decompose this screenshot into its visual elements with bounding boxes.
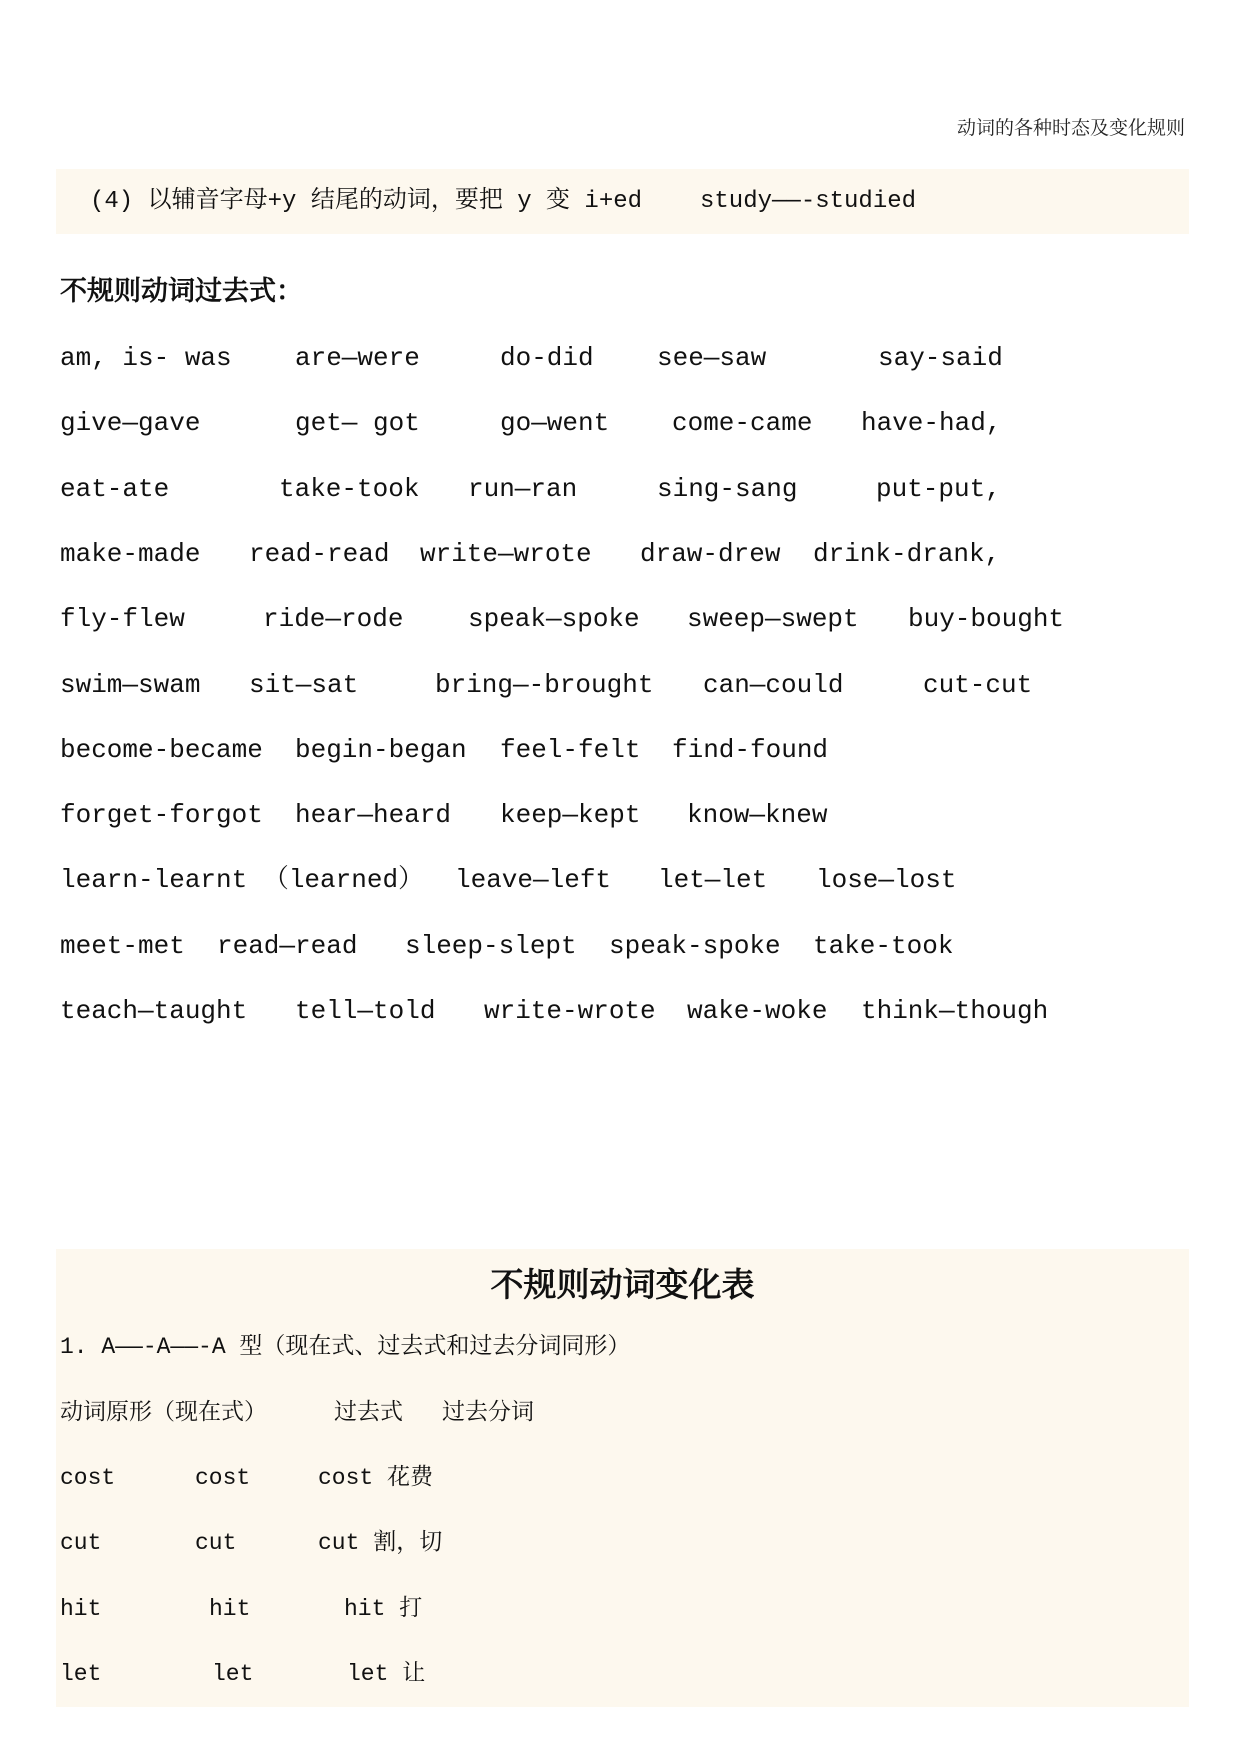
verb-pair: give—gave <box>60 408 201 439</box>
verb-pair: drink-drank, <box>813 538 1001 569</box>
verb-pair: find-found <box>672 734 829 765</box>
verb-pair: cut-cut <box>923 669 1033 700</box>
verb-pair: meet-met <box>60 930 185 961</box>
verb-pair: feel-felt <box>500 734 641 765</box>
table-cell: cost <box>60 1465 116 1491</box>
verb-table <box>0 1463 1133 1703</box>
table-row <box>0 1594 1133 1624</box>
verb-pair: ride—rode <box>263 604 404 635</box>
verb-line <box>0 865 1241 895</box>
verb-pair: think—though <box>861 996 1049 1026</box>
table-cell: hit <box>209 1595 251 1622</box>
table-cell: cut 割，切 <box>318 1530 443 1557</box>
table-row <box>0 1659 1133 1689</box>
verb-pair: become-became <box>60 734 263 765</box>
verb-pair: sleep-slept <box>405 930 577 961</box>
page-header-title: 动词的各种时态及变化规则 <box>956 117 1185 139</box>
verb-pair: lose—lost <box>816 865 957 896</box>
table-cell: hit <box>60 1595 102 1622</box>
irregular-verb-table-section <box>56 1249 1189 1707</box>
verb-pair: read-read <box>249 538 390 569</box>
table-cell: let 让 <box>347 1660 426 1687</box>
column-header: 动词原形（现在式） <box>60 1399 267 1425</box>
verb-pair: make-made <box>60 538 201 569</box>
verb-pair: get— got <box>295 408 420 439</box>
verb-pair: write—wrote <box>420 538 592 569</box>
verb-pair: are—were <box>295 343 420 373</box>
verb-pair: swim—swam <box>60 669 201 700</box>
verb-pair: see—saw <box>657 343 767 373</box>
table-cell: let <box>60 1660 102 1687</box>
verb-pair: sing-sang <box>657 473 798 504</box>
verb-line <box>0 800 1241 830</box>
verb-pair: am, is- was <box>60 343 232 373</box>
table-row <box>0 1528 1133 1558</box>
verb-pair: take-took <box>279 473 420 504</box>
verb-pair: let—let <box>658 865 768 896</box>
verb-pair: have-had, <box>861 408 1002 439</box>
verb-line <box>0 996 1241 1026</box>
verb-line <box>0 474 1241 504</box>
verb-pair: eat-ate <box>60 473 170 504</box>
group-heading: 1. A——-A——-A 型（现在式、过去式和过去分词同形） <box>60 1334 631 1360</box>
verb-pair: tell—told <box>295 996 436 1026</box>
column-header: 过去分词 <box>442 1399 534 1425</box>
verb-pair: leave—left <box>455 865 612 896</box>
rule-box <box>56 169 1189 234</box>
verb-pair: put-put, <box>876 473 1001 504</box>
verb-line <box>0 539 1241 569</box>
verb-pair: hear—heard <box>295 800 452 831</box>
table-row <box>0 1463 1133 1493</box>
verb-pair: can—could <box>703 669 844 700</box>
column-headers <box>0 1397 1133 1427</box>
verb-pair: speak-spoke <box>609 930 781 961</box>
verb-line <box>0 343 1241 373</box>
verb-line <box>0 735 1241 765</box>
verb-line <box>0 931 1241 961</box>
irregular-verb-list <box>0 343 1241 1043</box>
table-cell: let <box>212 1660 254 1687</box>
verb-pair: bring—-brought <box>435 669 654 700</box>
irregular-past-heading: 不规则动词过去式： <box>60 276 303 307</box>
verb-pair: keep—kept <box>500 800 641 831</box>
verb-pair: run—ran <box>468 473 578 504</box>
table-cell: cost 花费 <box>318 1465 434 1491</box>
verb-pair: come-came <box>672 408 813 439</box>
verb-pair: fly-flew <box>60 604 185 635</box>
verb-pair: speak—spoke <box>468 604 640 635</box>
verb-pair: take-took <box>813 930 954 961</box>
verb-pair: sit—sat <box>249 669 359 700</box>
verb-pair: forget-forgot <box>60 800 263 831</box>
table-cell: cut <box>195 1530 237 1557</box>
column-header: 过去式 <box>334 1399 403 1425</box>
verb-pair: draw-drew <box>640 538 781 569</box>
verb-pair: do-did <box>500 343 594 373</box>
verb-pair: learn-learnt （learned） <box>60 865 425 896</box>
table-title: 不规则动词变化表 <box>490 1265 755 1304</box>
table-cell: cut <box>60 1530 102 1557</box>
verb-line <box>0 408 1241 438</box>
verb-line <box>0 670 1241 700</box>
verb-pair: go—went <box>500 408 610 439</box>
verb-pair: read—read <box>217 930 358 961</box>
rule-text: (4) 以辅音字母+y 结尾的动词，要把 y 变 i+ed <box>90 188 643 215</box>
verb-pair: buy-bought <box>908 604 1065 635</box>
verb-pair: say-said <box>878 343 1003 373</box>
verb-pair: sweep—swept <box>687 604 859 635</box>
verb-pair: teach—taught <box>60 996 248 1026</box>
table-cell: cost <box>195 1465 251 1491</box>
rule-example: study——-studied <box>700 188 917 215</box>
verb-pair: begin-began <box>295 734 467 765</box>
verb-pair: wake-woke <box>687 996 828 1026</box>
verb-line <box>0 604 1241 634</box>
verb-pair: write-wrote <box>484 996 656 1026</box>
table-cell: hit 打 <box>344 1595 423 1622</box>
verb-pair: know—knew <box>687 800 828 831</box>
